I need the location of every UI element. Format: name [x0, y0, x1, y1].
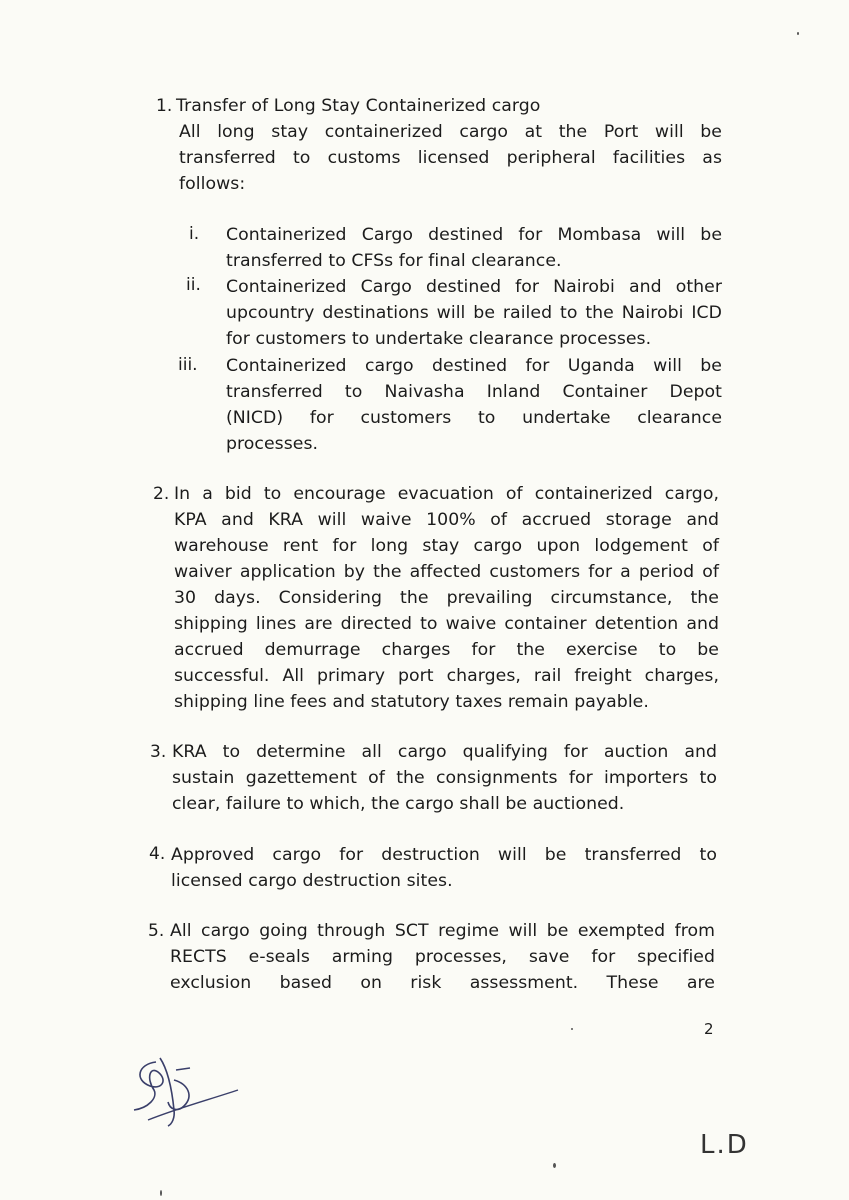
- item-line: exclusion based on risk assessment. These are: [170, 973, 715, 993]
- item-line: accrued demurrage charges for the exercise to be: [174, 640, 719, 660]
- item-line: waiver application by the affected customers for a period of: [174, 562, 719, 582]
- item-line: warehouse rent for long stay cargo upon lodgement of: [174, 536, 719, 556]
- subitem-line: for customers to undertake clearance processes.: [226, 329, 652, 349]
- scan-speck: [553, 1163, 556, 1168]
- item-line: KPA and KRA will waive 100% of accrued storage and: [174, 510, 719, 530]
- subitem-line: Containerized Cargo destined for Mombasa will be: [226, 225, 722, 245]
- item-line: Approved cargo for destruction will be transferred to: [171, 845, 717, 865]
- item-number: 5.: [148, 921, 165, 941]
- subitem-line: (NICD) for customers to undertake clearance: [226, 408, 722, 428]
- item-line: All long stay containerized cargo at the Port will be: [179, 122, 722, 142]
- item-line: shipping line fees and statutory taxes remain payable.: [174, 692, 649, 712]
- item-line: clear, failure to which, the cargo shall be auctioned.: [172, 794, 625, 814]
- item-line: 30 days. Considering the prevailing circumstance, the: [174, 588, 719, 608]
- subitem-line: transferred to Naivasha Inland Container Depot: [226, 382, 722, 402]
- item-number: 3.: [150, 742, 167, 762]
- item-number: 4.: [149, 844, 166, 864]
- subitem-numeral: ii.: [186, 275, 201, 295]
- subitem-line: Containerized cargo destined for Uganda will be: [226, 356, 722, 376]
- subitem-line: transferred to CFSs for final clearance.: [226, 251, 562, 271]
- item-number: 2.: [153, 484, 170, 504]
- item-line: All cargo going through SCT regime will be exempted from: [170, 921, 715, 941]
- handwritten-initials: L.D: [700, 1130, 749, 1160]
- item-line: transferred to customs licensed peripheral facilities as: [179, 148, 722, 168]
- subitem-line: upcountry destinations will be railed to the Nairobi ICD: [226, 303, 722, 323]
- item-heading: Transfer of Long Stay Containerized cargo: [176, 96, 541, 116]
- item-line: sustain gazettement of the consignments for importers to: [172, 768, 717, 788]
- signature-mark: [128, 1050, 248, 1130]
- subitem-line: processes.: [226, 434, 319, 454]
- page-number: 2: [704, 1020, 714, 1038]
- subitem-line: Containerized Cargo destined for Nairobi and other: [226, 277, 722, 297]
- item-line: RECTS e-seals arming processes, save for specified: [170, 947, 715, 967]
- item-line: licensed cargo destruction sites.: [171, 871, 453, 891]
- subitem-numeral: iii.: [178, 355, 198, 375]
- scan-speck: [160, 1190, 162, 1196]
- item-line: successful. All primary port charges, rail freight charges,: [174, 666, 719, 686]
- item-line: follows:: [179, 174, 246, 194]
- item-line: shipping lines are directed to waive container detention and: [174, 614, 719, 634]
- scan-speck: [571, 1028, 573, 1030]
- item-line: In a bid to encourage evacuation of containerized cargo,: [174, 484, 719, 504]
- item-line: KRA to determine all cargo qualifying for auction and: [172, 742, 717, 762]
- scan-speck: [797, 32, 799, 35]
- item-number: 1.: [156, 96, 173, 116]
- subitem-numeral: i.: [189, 224, 200, 244]
